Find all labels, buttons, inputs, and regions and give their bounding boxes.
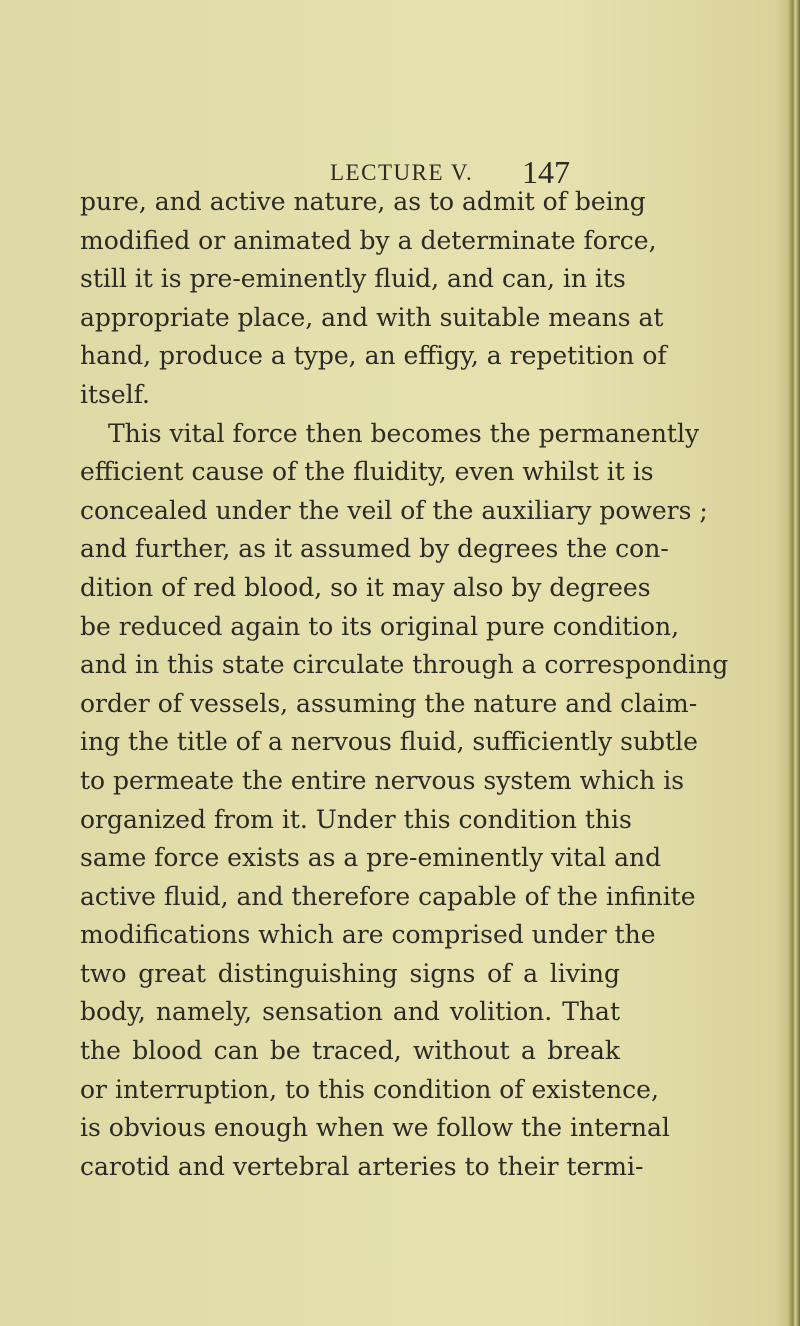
text-line: and further, as it assumed by degrees the con-	[80, 534, 669, 564]
text-line: to permeate the entire nervous system which is	[80, 765, 685, 795]
text-line: be reduced again to its original pure condition,	[80, 611, 680, 641]
text-line: dition of red blood, so it may also by degrees	[80, 572, 651, 602]
running-head: LECTURE V.	[330, 160, 474, 185]
text-line: carotid and vertebral arteries to their termi-	[80, 1151, 644, 1181]
text-line: modified or animated by a determinate force,	[80, 225, 657, 255]
text-line: itself.	[80, 379, 150, 409]
page-number: 147	[522, 154, 570, 190]
text-line: the blood can be traced, without a break	[80, 1036, 620, 1066]
text-line: efficient cause of the fluidity, even whilst it is	[80, 457, 654, 487]
text-line: and in this state circulate through a corresponding	[80, 650, 729, 680]
text-line: concealed under the veil of the auxiliary powers ;	[80, 495, 708, 525]
text-line: same force exists as a pre-eminently vital and	[80, 843, 662, 873]
text-line: modifications which are comprised under the	[80, 920, 656, 950]
text-line: ing the title of a nervous fluid, sufficiently subtle	[80, 727, 698, 757]
text-line: organized from it. Under this condition this	[80, 804, 632, 834]
text-line: hand, produce a type, an effigy, a repetition of	[80, 341, 667, 371]
text-line: is obvious enough when we follow the internal	[80, 1113, 670, 1143]
page-edge	[788, 0, 800, 1326]
text-line: two great distinguishing signs of a living	[80, 958, 620, 988]
text-line: pure, and active nature, as to admit of being	[80, 187, 646, 216]
text-line: This vital force then becomes the permanently	[108, 418, 700, 448]
text-line: body, namely, sensation and volition. That	[80, 997, 620, 1027]
text-line: order of vessels, assuming the nature and claim-	[80, 688, 698, 718]
text-line: appropriate place, and with suitable means at	[80, 302, 664, 332]
body-text	[80, 183, 729, 1186]
text-line: still it is pre-eminently fluid, and can, in its	[80, 264, 626, 294]
text-line: active fluid, and therefore capable of the infinite	[80, 881, 696, 911]
text-line: or interruption, to this condition of existence,	[80, 1074, 659, 1104]
